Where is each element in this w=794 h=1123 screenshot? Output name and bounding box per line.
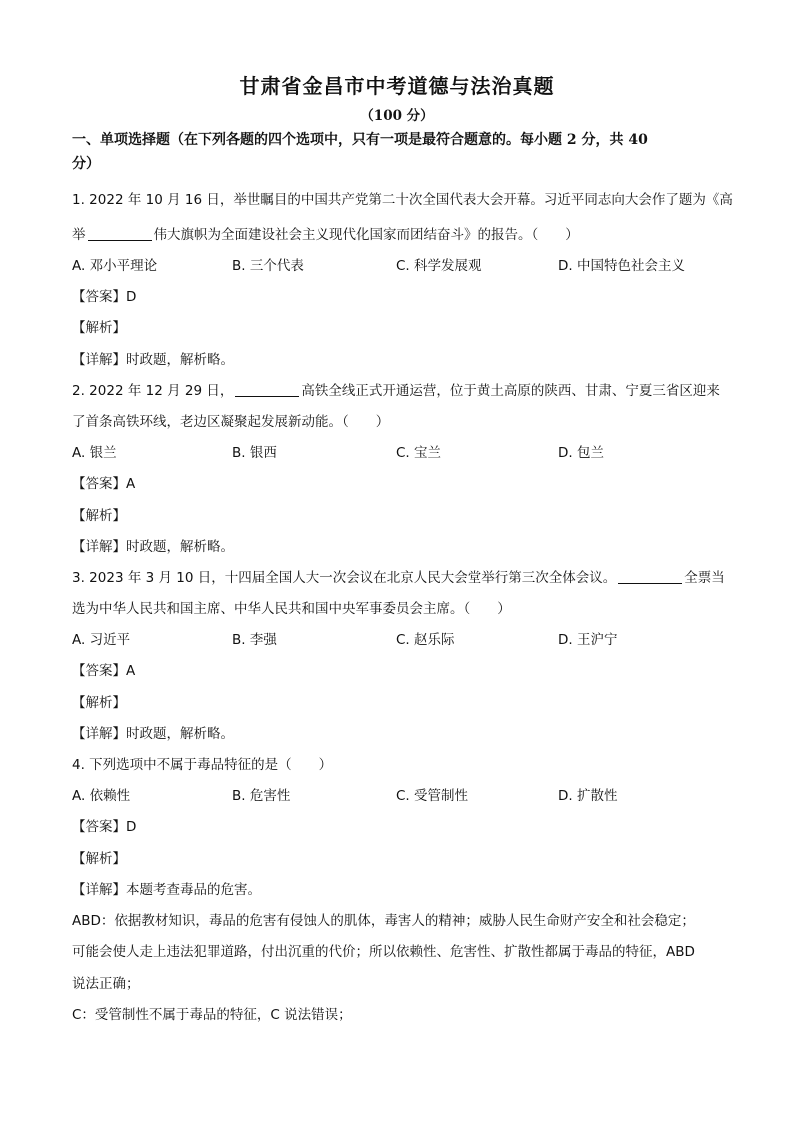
question-2-stem-pre: 2. 2022 年 12 月 29 日， [72, 383, 234, 399]
question-3-stem-cont: 选为中华人民共和国主席、中华人民共和国中央军事委员会主席。（ ） [72, 601, 511, 617]
question-3-analysis: 【解析】 [72, 695, 126, 711]
question-3-stem-post: 全票当 [684, 570, 725, 586]
question-1-stem-post: 伟大旗帜为全面建设社会主义现代化国家而团结奋斗》的报告。（ ） [153, 227, 579, 243]
question-2-stem [72, 382, 732, 400]
question-2-answer: 【答案】A [72, 476, 136, 492]
question-3-stem [72, 569, 732, 587]
question-4-stem: 4. 下列选项中不属于毒品特征的是（ ） [72, 757, 333, 773]
question-1-stem: 1. 2022 年 10 月 16 日，举世瞩目的中国共产党第二十次全国代表大会开幕。习近平同志向大会作了题为《高 [72, 192, 733, 208]
option-c: C. 受管制性 [396, 788, 469, 804]
question-2-detail: 【详解】时政题，解析略。 [72, 539, 234, 555]
question-4-analysis: 【解析】 [72, 851, 126, 867]
question-2-analysis: 【解析】 [72, 508, 126, 524]
option-c: C. 宝兰 [396, 445, 442, 461]
question-3-answer: 【答案】A [72, 663, 136, 679]
section-heading-cont: 分） [72, 156, 100, 172]
question-3-stem-pre: 3. 2023 年 3 月 10 日，十四届全国人大一次会议在北京人民大会堂举行第三次全体会议。 [72, 570, 617, 586]
option-b: B. 李强 [232, 632, 277, 648]
option-a: A. 依赖性 [72, 788, 131, 804]
option-d: D. 扩散性 [558, 788, 618, 804]
page-title: 甘肃省金昌市中考道德与法治真题 [239, 74, 555, 98]
option-d: D. 中国特色社会主义 [558, 258, 685, 274]
answer-blank [88, 226, 152, 241]
explanation-line: ABD：依据教材知识，毒品的危害有侵蚀人的肌体，毒害人的精神；威胁人民生命财产安全和社会稳定； [72, 913, 695, 929]
question-1-analysis: 【解析】 [72, 320, 126, 336]
option-c: C. 赵乐际 [396, 632, 455, 648]
question-1-answer: 【答案】D [72, 289, 137, 305]
question-1-stem-pre: 举 [72, 227, 86, 243]
question-4-answer: 【答案】D [72, 819, 137, 835]
question-3-detail: 【详解】时政题，解析略。 [72, 726, 234, 742]
explanation-line: 说法正确； [72, 976, 140, 992]
option-b: B. 危害性 [232, 788, 291, 804]
section-heading: 一、单项选择题（在下列各题的四个选项中，只有一项是最符合题意的。每小题 2 分，共 40 [72, 132, 648, 148]
option-a: A. 银兰 [72, 445, 117, 461]
option-d: D. 包兰 [558, 445, 604, 461]
question-1-detail: 【详解】时政题，解析略。 [72, 352, 234, 368]
option-b: B. 银西 [232, 445, 277, 461]
option-d: D. 王沪宁 [558, 632, 618, 648]
total-score: （100 分） [360, 108, 434, 124]
explanation-line: C：受管制性不属于毒品的特征，C 说法错误； [72, 1007, 352, 1023]
question-4-detail: 【详解】本题考查毒品的危害。 [72, 882, 261, 898]
question-2-stem-cont: 了首条高铁环线，老边区凝聚起发展新动能。（ ） [72, 414, 390, 430]
option-b: B. 三个代表 [232, 258, 304, 274]
explanation-line: 可能会使人走上违法犯罪道路，付出沉重的代价；所以依赖性、危害性、扩散性都属于毒品的特征，ABD [72, 944, 695, 960]
option-c: C. 科学发展观 [396, 258, 482, 274]
answer-blank [618, 569, 682, 584]
answer-blank [235, 382, 299, 397]
option-a: A. 邓小平理论 [72, 258, 158, 274]
question-1-stem-cont [72, 226, 732, 244]
option-a: A. 习近平 [72, 632, 131, 648]
question-2-stem-post: 高铁全线正式开通运营，位于黄土高原的陕西、甘肃、宁夏三省区迎来 [301, 383, 720, 399]
